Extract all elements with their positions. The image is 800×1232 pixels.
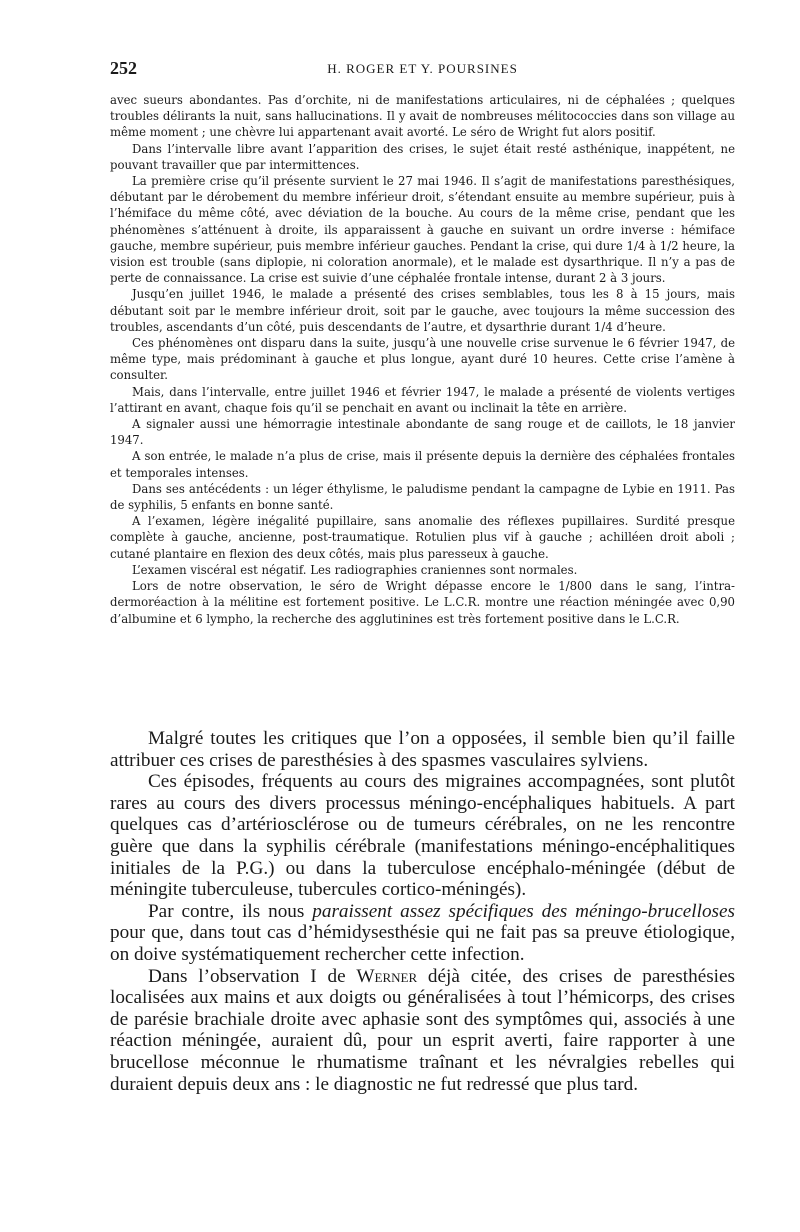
discussion-paragraph: Malgré toutes les critiques que l’on a opposées, il semble bien qu’il faille attribuer ces crises de paresthésies à des spasmes vasculaires sylviens. (110, 728, 735, 771)
italic-emphasis: paraissent assez spécifiques des méningo-brucelloses (312, 900, 735, 922)
discussion-text: déjà citée, des crises de paresthésies localisées aux mains et aux doigts ou généralisées à tout l’hémicorps, des crises de parésie brachiale droite avec aphasie sont des symptômes qui, associés à une réaction méningée, auraient dû, pour un esprit averti, faire rapporter à une brucellose méconnue le rhumatisme traînant et les névralgies rebelles qui duraient depuis deux ans : le diagnostic ne fut redressé que plus tard. (110, 965, 735, 1095)
observation-paragraph: Lors de notre observation, le séro de Wright dépasse encore le 1/800 dans le sang, l’intra-dermoréaction à la mélitine est fortement positive. Le L.C.R. montre une réaction méningée avec 0,90 d’albumine et 6 lympho, la recherche des agglutinines est très fortement positive dans le L.C.R. (110, 579, 735, 626)
discussion-text: Par contre, ils nous (148, 900, 313, 922)
observation-paragraph: Ces phénomènes ont disparu dans la suite, jusqu’à une nouvelle crise survenue le 6 février 1947, de même type, mais prédominant à gauche et plus longue, ayant duré 10 heures. Cette crise l’amène à consulter. (110, 336, 735, 383)
case-observation (110, 92, 735, 627)
observation-paragraph: L’examen viscéral est négatif. Les radiographies craniennes sont normales. (132, 562, 578, 577)
observation-paragraph: A signaler aussi une hémorragie intestinale abondante de sang rouge et de caillots, le 18 janvier 1947. (110, 417, 735, 448)
observation-paragraph: avec sueurs abondantes. Pas d’orchite, ni de manifestations articulaires, ni de céphalées ; quelques troubles délirants la nuit, sans hallucinations. Il y avait de nombreuses mélitococcies dans son village au même moment ; une chèvre lui appartenant avait avorté. Le séro de Wright fut alors positif. (110, 93, 735, 140)
observation-paragraph: Dans l’intervalle libre avant l’apparition des crises, le sujet était resté asthénique, inappétent, ne pouvant travailler que par intermittences. (110, 141, 735, 172)
observation-paragraph: La première crise qu’il présente survient le 27 mai 1946. Il s’agit de manifestations paresthésiques, débutant par le dérobement du membre inférieur droit, s’étendant ensuite au membre supérieur, puis à l’hémiface du même côté, avec déviation de la bouche. Au cours de la même crise, pendant que les phénomènes s’atténuent à droite, ils apparaissent à gauche en suivant un ordre inverse : hémiface gauche, membre supérieur, puis membre inférieur gauches. Pendant la crise, qui dure 1/4 à 1/2 heure, la vision est trouble (sans diplopie, ni coloration anormale), et le malade est dysarthrique. Il n’y a pas de perte de connaissance. La crise est suivie d’une céphalée frontale intense, durant 2 à 3 jours. (110, 174, 735, 286)
discussion-section (110, 728, 735, 1095)
discussion-text: Dans l’observation I de (148, 965, 357, 987)
page-number: 252 (110, 58, 137, 78)
running-title: H. ROGER ET Y. POURSINES (327, 61, 518, 76)
observation-paragraph: A l’examen, légère inégalité pupillaire, sans anomalie des réflexes pupillaires. Surdité presque complète à gauche, ancienne, post-traumatique. Rotulien plus vif à gauche ; achilléen droit aboli ; cutané plantaire en flexion des deux côtés, mais plus paresseux à gauche. (110, 514, 735, 561)
page-header (110, 58, 735, 80)
author-name: Werner (356, 965, 418, 987)
discussion-paragraph: Ces épisodes, fréquents au cours des migraines accompagnées, sont plutôt rares au cours des divers processus méningo-encéphaliques habituels. A part quelques cas d’artériosclérose ou de tumeurs cérébrales, on ne les rencontre guère que dans la syphilis cérébrale (manifestations méningo-encéphalitiques initiales de la P.G.) ou dans la tuberculose encéphalo-méningée (début de méningite tuberculeuse, tubercules cortico-méningés). (110, 771, 735, 901)
discussion-paragraph (110, 901, 735, 966)
observation-paragraph: Dans ses antécédents : un léger éthylisme, le paludisme pendant la campagne de Lybie en 1911. Pas de syphilis, 5 enfants en bonne santé. (110, 481, 735, 513)
discussion-paragraph (110, 966, 735, 1096)
observation-paragraph: Mais, dans l’intervalle, entre juillet 1946 et février 1947, le malade a présenté de violents vertiges l’attirant en avant, chaque fois qu’il se penchait en avant ou inclinait la tête en arrière. (110, 384, 735, 415)
observation-paragraph: Jusqu’en juillet 1946, le malade a présenté des crises semblables, tous les 8 à 15 jours, mais débutant soit par le membre inférieur droit, soit par le gauche, avec toujours la même succession des troubles, ascendants d’un côté, puis descendants de l’autre, et dysarthrie durant 1/4 d’heure. (110, 287, 735, 334)
discussion-text: pour que, dans tout cas d’hémidysesthésie qui ne fait pas sa preuve étiologique, on doive systématiquement rechercher cette infection. (110, 922, 735, 965)
observation-paragraph: A son entrée, le malade n’a plus de crise, mais il présente depuis la dernière des céphalées frontales et temporales intenses. (110, 449, 735, 480)
